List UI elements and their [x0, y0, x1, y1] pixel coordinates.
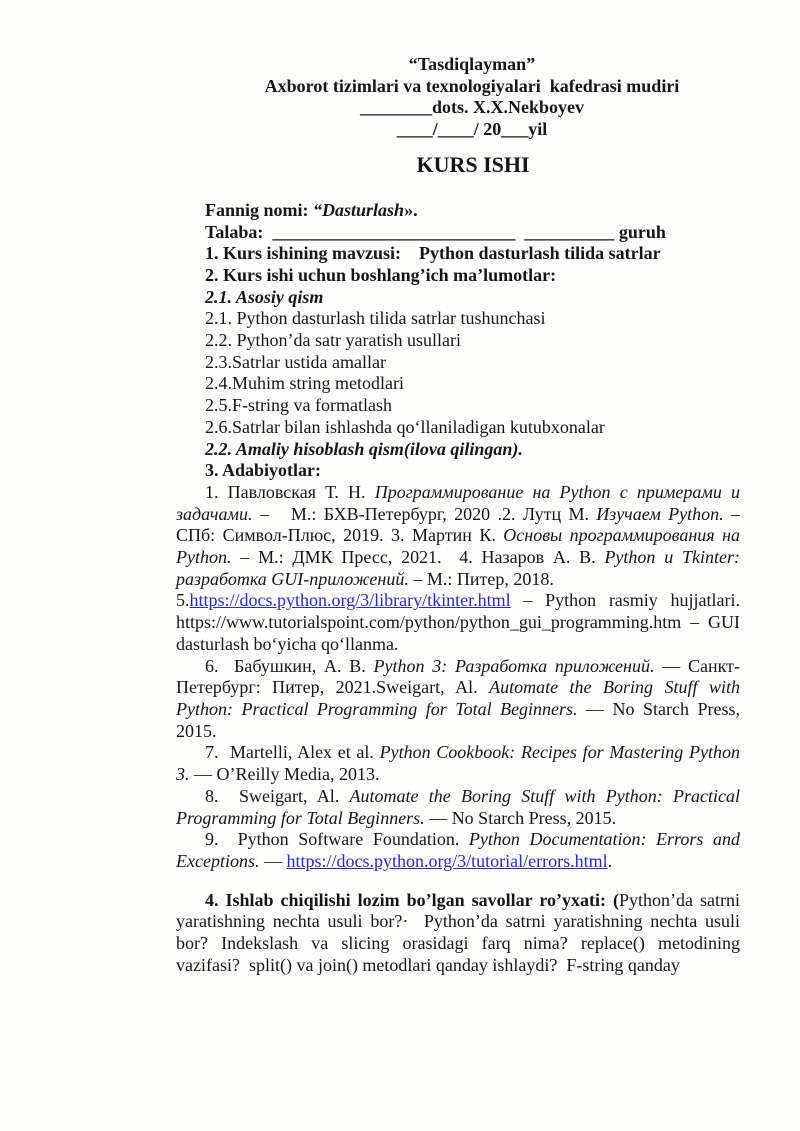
student-line [176, 222, 740, 244]
text-segment: 5. [176, 590, 190, 611]
text-segment: Программирование на Python с примерами и задачами. [176, 481, 740, 524]
text-segment: – М.: БХВ-Петербург, 2020 .2. Лутц М. [252, 503, 597, 524]
text-segment: – М.: Питер, 2018. [408, 568, 554, 589]
approval-line-1: “Tasdiqlayman” [408, 54, 536, 74]
bibliography-item-7 [176, 742, 740, 785]
text-segment: 2. Kurs ishi uchun boshlang’ich ma’lumotlar: [205, 264, 557, 285]
text-segment: — Санкт-Петербург: Питер, 2021.Sweigart, Al. [176, 655, 740, 698]
text-segment: — No Starch Press, 2015. [424, 807, 617, 828]
toc-item-3 [176, 352, 740, 374]
text-segment: Automate the Boring Stuff with Python: Practical Programming for Total Beginners. [176, 785, 740, 828]
text-segment: 2.5.F-string va formatlash [205, 395, 392, 416]
approval-line-2: Axborot tizimlari va texnologiyalari kafedrasi mudiri [264, 75, 680, 96]
text-segment: 8. Sweigart, Al. [205, 785, 350, 806]
text-segment: 2.6.Satrlar bilan ishlashda qoʻllaniladigan kutubxonalar [205, 416, 605, 437]
text-segment: Python Cookbook: Recipes for Mastering Python 3. [176, 742, 740, 785]
tkinter-docs-link[interactable]: https://docs.python.org/3/library/tkinter.html [189, 590, 511, 611]
initial-data-line [176, 265, 740, 287]
section-asosiy-qism [176, 287, 740, 309]
bibliography-items-1-4 [176, 482, 740, 591]
text-segment: 4. [205, 889, 226, 910]
section-adabiyotlar [176, 460, 740, 482]
text-segment: Python Documentation: Errors and Exceptions. [176, 829, 740, 871]
text-segment: Automate the Boring Stuff with Python: Practical Programming for Total Beginners. [176, 677, 740, 719]
bibliography-item-9 [176, 829, 740, 872]
questions-paragraph [176, 890, 740, 977]
text-segment: Python и Tkinter: разработка GUI-приложений. [176, 547, 740, 589]
text-segment: — O’Reilly Media, 2013. [189, 764, 380, 785]
approval-block [176, 54, 740, 141]
text-segment: 1. Kurs ishining mavzusi: Python dasturlash tilida satrlar [205, 243, 661, 264]
text-segment: 2.2. Amaliy hisoblash qism(ilova qilingan). [205, 438, 523, 459]
text-segment: 1. Павловская Т. Н. [205, 481, 375, 502]
text-segment: 6. Бабушкин, А. В. [205, 655, 374, 676]
text-segment: 2.2. Python’da satr yaratish usullari [205, 330, 461, 351]
toc-item-6 [176, 417, 740, 439]
text-segment: 7. Martelli, Alex et al. [205, 742, 380, 763]
topic-line [176, 243, 740, 265]
approval-line-4: ____/____/ 20___yil [396, 119, 548, 140]
toc-item-2 [176, 330, 740, 352]
text-segment: 9. Python Software Foundation. [205, 829, 469, 850]
text-segment: Основы программирования на Python. [176, 525, 740, 568]
text-segment: 2.1. Python dasturlash tilida satrlar tushunchasi [205, 308, 546, 329]
toc-item-1 [176, 308, 740, 330]
text-segment: Изучаем Python. [596, 503, 724, 524]
document-body [176, 200, 740, 977]
document-title: KURS ISHI [416, 151, 530, 177]
text-segment: – М.: ДМК Пресс, 2021. 4. Назаров А. В. [231, 547, 605, 568]
text-segment: – Python rasmiy hujjatlari. https://www.tutorialspoint.com/python/python_gui_programming.htm – GUI dasturlash boʻyicha qoʻllanma. [176, 590, 740, 654]
errors-docs-link[interactable]: https://docs.python.org/3/tutorial/errors.html [286, 850, 608, 871]
toc-item-4 [176, 373, 740, 395]
bibliography-item-5 [176, 590, 740, 655]
approval-line-3: ________dots. X.X.Nekboyev [359, 97, 584, 118]
text-segment: Talaba: ___________________________ __________ guruh [205, 221, 666, 242]
text-segment: 2.3.Satrlar ustida amallar [205, 351, 386, 372]
text-segment: 2.1. Asosiy qism [205, 286, 324, 307]
text-segment: Ishlab chiqilishi lozim bo’lgan savollar ro’yxati: ( [225, 889, 619, 910]
text-segment: “Dasturlash [313, 199, 405, 220]
text-segment: 3. Adabiyotlar: [205, 460, 322, 481]
section-amaliy-qism [176, 439, 740, 461]
text-segment: – СПб: Символ-Плюс, 2019. 3. Мартин К. [176, 503, 740, 546]
text-segment: . [607, 850, 613, 871]
text-segment: — No Starch Press, 2015. [176, 698, 740, 741]
text-segment: Python’da satrni yaratishning nechta usuli bor?· Python’da satrni yaratishning nechta usuli bor? Indekslash va slicing orasidagi farq nima? replace() metodining vazifasi? split() va join() metodlari qanday ishlaydi? F-string qanday [176, 889, 740, 975]
text-segment: 2.4.Muhim string metodlari [205, 373, 404, 394]
text-segment: — [259, 850, 287, 871]
text-segment: ». [404, 199, 418, 220]
subject-line [176, 200, 740, 222]
toc-item-5 [176, 395, 740, 417]
text-segment: Python 3: Разработка приложений. [373, 655, 655, 676]
text-segment: Fannig nomi: [205, 199, 314, 220]
bibliography-item-6 [176, 656, 740, 743]
bibliography-item-8 [176, 786, 740, 829]
